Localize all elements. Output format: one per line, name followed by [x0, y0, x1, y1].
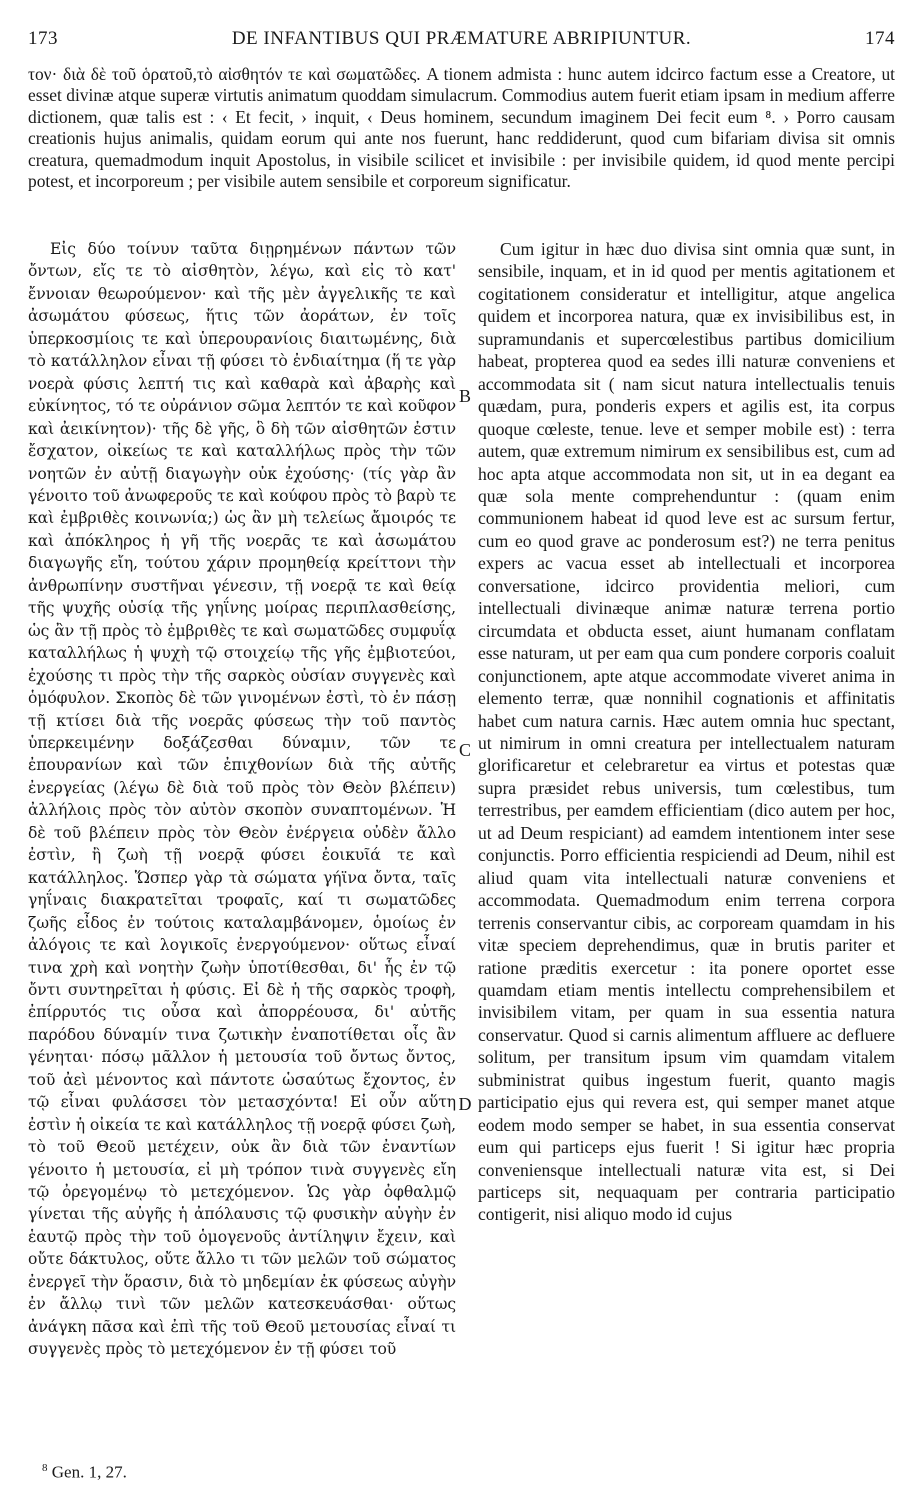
footnote — [42, 1462, 127, 1483]
margin-marker-d: D — [458, 1094, 472, 1114]
running-header — [28, 28, 895, 58]
running-title: DE INFANTIBUS QUI PRÆMATURE ABRIPIUNTUR. — [231, 28, 692, 49]
intro-paragraph: τον· διὰ δὲ τοῦ ὁρατοῦ,τὸ αἰσθητόν τε καὶ σωματῶδες. A tionem admista : hunc autem idcirco factum esse a Creatore, ut esset divinæ atque superæ virtutis animatum quoddam simulacrum. Commodius autem fuerit etiam ipsam in medium afferre dictionem, quæ talis est : ‹ Et fecit, › inquit, ‹ Deus hominem, secundum imaginem Dei fecit eum ⁸. › Porro causam creationis hujus animalis, quidam eorum qui ante nos fuerunt, hanc reddiderunt, quod cum bifariam divisa sit omnis creatura, quemadmodum inquit Apostolus, in visibile scilicet et invisibile : per invisibile quidem, id quod mente percipi potest, et incorporeum ; per visibile autem sensibile et corporeum significatur. — [28, 64, 895, 192]
latin-column — [478, 238, 895, 1448]
greek-column — [28, 238, 456, 1448]
footnote-number: 8 — [42, 1462, 48, 1474]
latin-paragraph: Cum igitur in hæc duo divisa sint omnia quæ sunt, in sensibile, inquam, et in id quod per mentis agitationem et cogitationem consideratur et intelligitur, atque angelica quidem et incorporea natura, quæ ex invisibilibus est, in supramundanis et supercœlestibus partibus domicilium habeat, propterea quod ea sedes illi naturæ conveniens et accommodata sit ( nam sicut natura intellectualis tenuis quædam, pura, ponderis expers et agilis est, ita corpus quoque cœleste, tenue. leve et semper mobile est) : terra autem, quæ extremum nimirum ex sensibilibus est, cum ad hoc apta atque accommodata non sit, ut in ea degant ea quæ sola mente comprehenduntur : (quam enim communionem habeat id quod leve est ac sursum fertur, cum eo quod grave ac ponderosum est?) ne terra penitus expers ac vacua esset ab intellectuali et incorporea conversatione, idcirco providentia meliori, cum intellectuali divinæque animæ naturæ terrena portio circumdata et obducta esset, aiunt humanam conflatam esse naturam, ut per eam qua cum pondere corporis coaluit conjunctionem, apte atque accommodate viveret anima in elemento terræ, quæ nonnihil cognationis et affinitatis habet cum natura carnis. Hæc autem omnia huc spectant, ut nimirum in omni creatura per intellectualem naturam glorificaretur et celebraretur ea virtus et potestas quæ supra præsidet rebus universis, tum cœlestibus, tum terrestribus, per eamdem efficientiam (dico autem per hoc, ut ad Deum respiciant) ad eamdem intentionem inter sese conjunctis. Porro efficientia respiciendi ad Deum, nihil est aliud quam vita intellectuali naturæ conveniens et accommodata. Quemadmodum enim terrena corpora terrenis conservantur cibis, ac corpoream quamdam in his vitæ speciem deprehendimus, quæ in brutis pariter et ratione præditis exercetur : ita ponere oportet esse quamdam etiam mentis intellectu comprehensibilem et invisibilem vitam, per quam in sua essentia natura conservatur. Quod si carnis alimentum affluere ac defluere solitum, per transitum ipsum vim quamdam vitalem subministrat quibus ingestum fuerit, quanto magis participatio ejus qui revera est, qui semper manet atque eodem modo semper se habet, in sua essentia conservat eum qui particeps ejus fuerit ! Si igitur hæc propria conveniensque intellectuali naturæ vita est, si Dei particeps sit, nequaquam per contraria participatio contigerit, nisi aliquo modo id cujus — [478, 239, 895, 1225]
greek-paragraph: Εἰς δύο τοίνυν ταῦτα διῃρημένων πάντων τῶν ὄντων, εἴς τε τὸ αἰσθητὸν, λέγω, καὶ εἰς τὸ κατ' ἔννοιαν θεωρούμενον· καὶ τῆς μὲν ἀγγελικῆς τε καὶ ἀσωμάτου φύσεως, ἥτις τῶν ἀοράτων, ἐν τοῖς ὑπερκοσμίοις τε καὶ ὑπερουρανίοις διαιτωμένης, διὰ τὸ κατάλληλον εἶναι τῇ φύσει τὸ ἐνδιαίτημα (ἥ τε γὰρ νοερὰ φύσις λεπτή τις καὶ καθαρὰ καὶ ἀβαρὴς καὶ εὐκίνητος, τό τε οὐράνιον σῶμα λεπτόν τε καὶ κοῦφον καὶ ἀεικίνητον)· τῆς δὲ γῆς, ὃ δὴ τῶν αἰσθητῶν ἐστιν ἔσχατον, οἰκείως τε καὶ καταλλήλως πρὸς τὴν τῶν νοητῶν ἐν αὐτῇ διαγωγὴν οὐκ ἐχούσης· (τίς γὰρ ἂν γένοιτο τοῦ ἀνωφεροῦς τε καὶ κούφου πρὸς τὸ βαρὺ τε καὶ ἐμβριθὲς κοινωνία;) ὡς ἂν μὴ τελείως ἄμοιρός τε καὶ ἀπόκληρος ἡ γῆ τῆς νοερᾶς τε καὶ ἀσωμάτου διαγωγῆς εἴη, τούτου χάριν προμηθείᾳ κρείττονι τὴν ἀνθρωπίνην συστῆναι γένεσιν, τῇ νοερᾷ τε καὶ θείᾳ τῆς ψυχῆς οὐσίᾳ τῆς γηΐνης μοίρας περιπλασθείσης, ὡς ἂν τῇ πρὸς τὸ ἐμβριθὲς τε καὶ σωματῶδες συμφυΐᾳ καταλλήλως ἡ ψυχὴ τῷ στοιχείῳ τῆς γῆς ἐμβιοτεύοι, ἐχούσης τι πρὸς τὴν τῆς σαρκὸς οὐσίαν συγγενὲς καὶ ὁμόφυλον. Σκοπὸς δὲ τῶν γινομένων ἐστὶ, τὸ ἐν πάσῃ τῇ κτίσει διὰ τῆς νοερᾶς φύσεως τὴν τοῦ παντὸς ὑπερκειμένην δοξάζεσθαι δύναμιν, τῶν τε ἐπουρανίων καὶ τῶν ἐπιχθονίων διὰ τῆς αὐτῆς ἐνεργείας (λέγω δὲ διὰ τοῦ πρὸς τὸν Θεὸν βλέπειν) ἀλλήλοις πρὸς τὸν αὐτὸν σκοπὸν συναπτομένων. Ἡ δὲ τοῦ βλέπειν πρὸς τὸν Θεὸν ἐνέργεια οὐδὲν ἄλλο ἐστὶν, ἢ ζωὴ τῇ νοερᾷ φύσει ἐοικυῖά τε καὶ κατάλληλος. Ὥσπερ γὰρ τὰ σώματα γήϊνα ὄντα, ταῖς γηΐναις διακρατεῖται τροφαῖς, καί τι σωματῶδες ζωῆς εἶδος ἐν τούτοις καταλαμβάνομεν, ὁμοίως ἐν ἀλόγοις τε καὶ λογικοῖς ἐνεργούμενον· οὕτως εἶναί τινα χρὴ καὶ νοητὴν ζωὴν ὑποτίθεσθαι, δι' ἧς ἐν τῷ ὄντι συντηρεῖται ἡ φύσις. Εἰ δὲ ἡ τῆς σαρκὸς τροφὴ, ἐπίρρυτός τις οὖσα καὶ ἀπορρέουσα, δι' αὐτῆς παρόδου δύναμίν τινα ζωτικὴν ἐναποτίθεται οἷς ἂν γένηται· πόσῳ μᾶλλον ἡ μετουσία τοῦ ὄντως ὄντος, τοῦ ἀεὶ μένοντος καὶ πάντοτε ὡσαύτως ἔχοντος, ἐν τῷ εἶναι φυλάσσει τὸν μετασχόντα! Εἰ οὖν αὕτη ἐστὶν ἡ οἰκεία τε καὶ κατάλληλος τῇ νοερᾷ φύσει ζωὴ, τὸ τοῦ Θεοῦ μετέχειν, οὐκ ἂν διὰ τῶν ἐναντίων γένοιτο ἡ μετουσία, εἰ μὴ τρόπον τινὰ συγγενὲς εἴη τῷ ὀρεγομένῳ τὸ μετεχόμενον. Ὡς γὰρ ὀφθαλμῷ γίνεται τῆς αὐγῆς ἡ ἀπόλαυσις τῷ φυσικὴν αὐγὴν ἐν ἑαυτῷ πρὸς τὴν τοῦ ὁμογενοῦς ἀντίληψιν ἔχειν, καὶ οὔτε δάκτυλος, οὔτε ἄλλο τι τῶν μελῶν τοῦ σώματος ἐνεργεῖ τὴν ὅρασιν, διὰ τὸ μηδεμίαν ἐκ φύσεως αὐγὴν ἐν ἄλλῳ τινὶ τῶν μελῶν κατεσκευάσθαι· οὕτως ἀνάγκη πᾶσα καὶ ἐπὶ τῆς τοῦ Θεοῦ μετουσίας εἶναί τι συγγενὲς πρὸς τὸ μετεχόμενον ἐν τῇ φύσει τοῦ — [28, 240, 456, 1359]
margin-marker-b: B — [458, 386, 471, 406]
margin-marker-c: C — [458, 740, 471, 760]
footnote-text: Gen. 1, 27. — [51, 1462, 127, 1482]
page-number-right: 174 — [865, 28, 895, 49]
page-number-left: 173 — [28, 28, 58, 49]
